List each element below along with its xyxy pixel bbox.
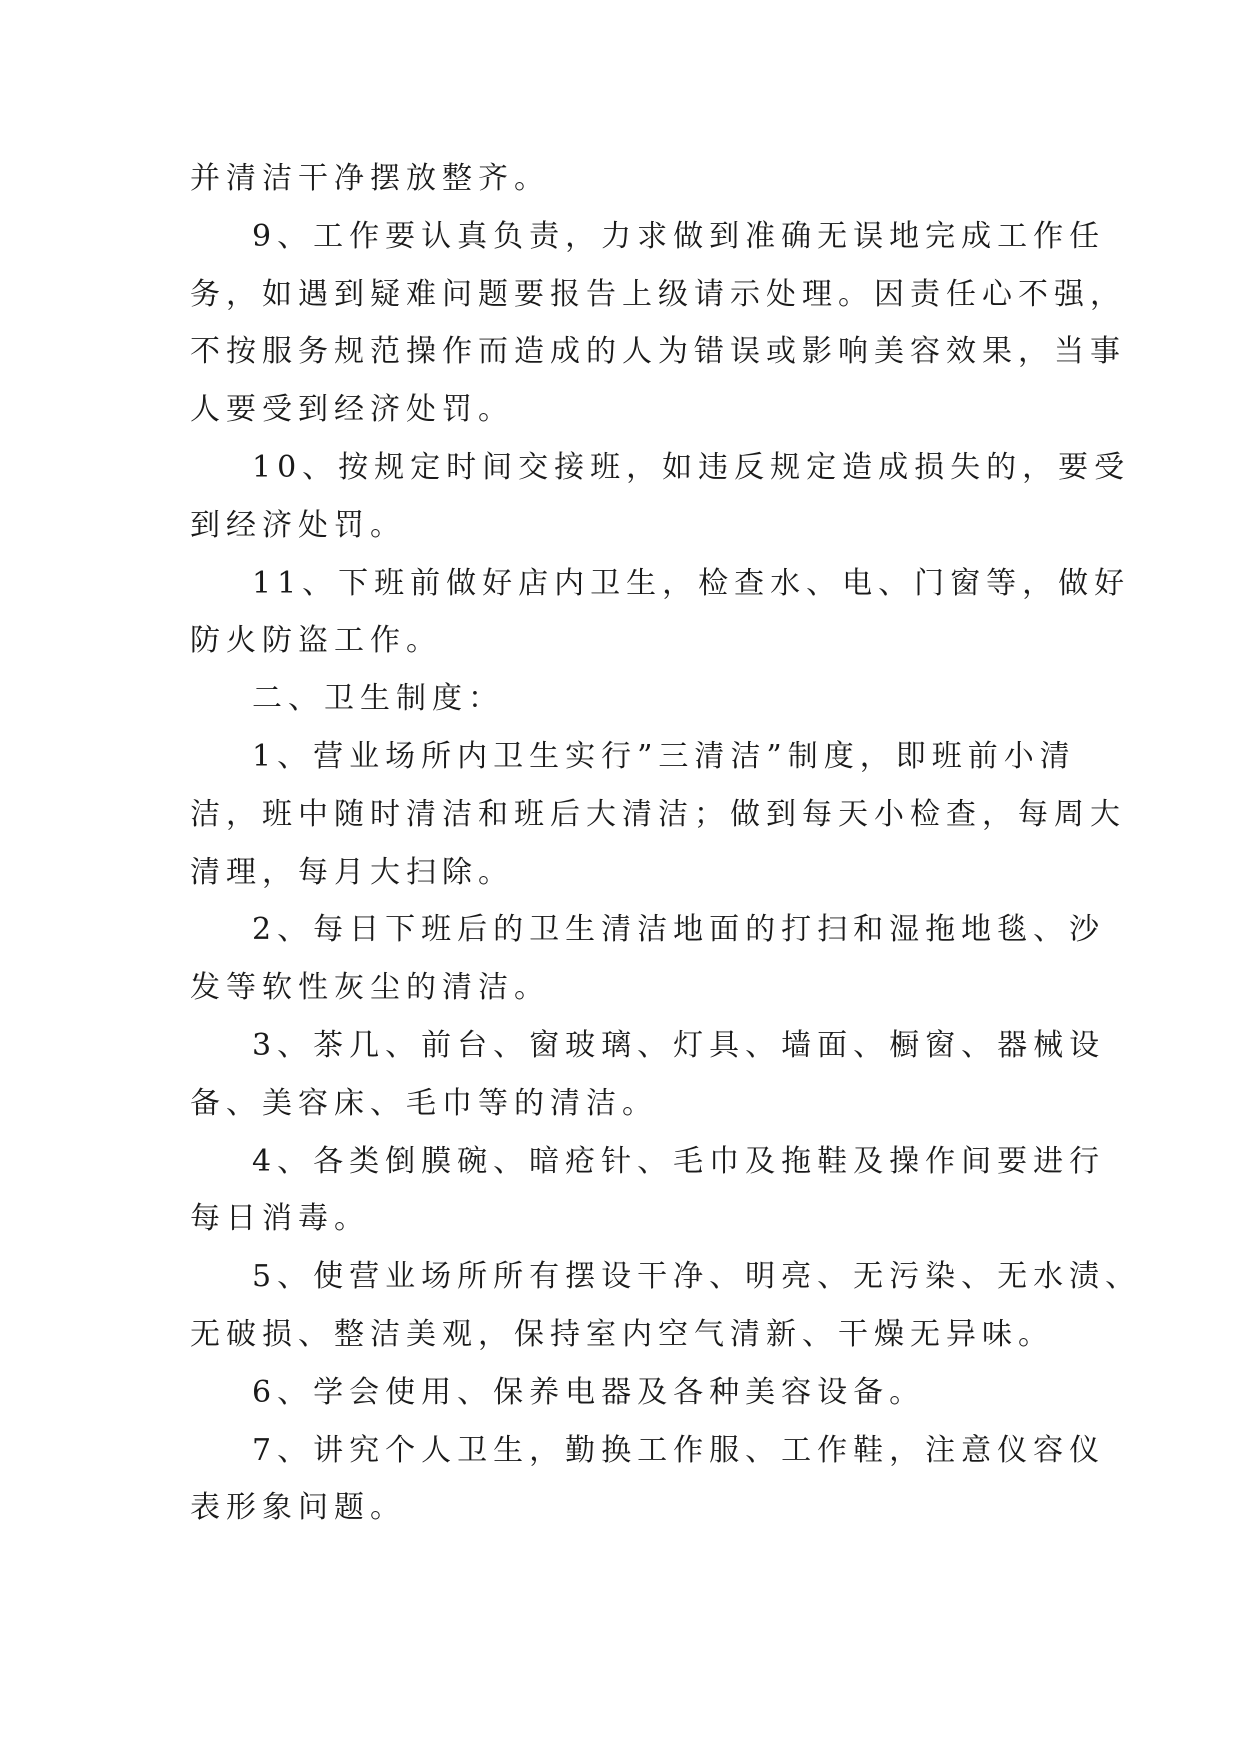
section-heading: 二、卫生制度：	[252, 681, 504, 717]
text-line: 发等软性灰尘的清洁。	[190, 970, 550, 1006]
text-line: 9、工作要认真负责，力求做到准确无误地完成工作任	[252, 218, 1106, 254]
text-line: 2、每日下班后的卫生清洁地面的打扫和湿拖地毯、沙	[252, 912, 1106, 948]
text-line: 3、茶几、前台、窗玻璃、灯具、墙面、橱窗、器械设	[252, 1027, 1106, 1063]
text-line: 1、营业场所内卫生实行”三清洁”制度，即班前小清	[252, 738, 1076, 774]
text-line: 到经济处罚。	[190, 507, 406, 543]
text-line: 5、使营业场所所有摆设干净、明亮、无污染、无水渍、	[252, 1259, 1142, 1295]
text-line: 备、美容床、毛巾等的清洁。	[190, 1085, 658, 1121]
text-line: 防火防盗工作。	[190, 623, 442, 659]
document-body	[190, 150, 1142, 1537]
text-line: 7、讲究个人卫生，勤换工作服、工作鞋，注意仪容仪	[252, 1432, 1106, 1468]
text-line: 每日消毒。	[190, 1201, 370, 1237]
text-line: 清理，每月大扫除。	[190, 854, 514, 890]
text-line: 4、各类倒膜碗、暗疮针、毛巾及拖鞋及操作间要进行	[252, 1143, 1106, 1179]
text-line: 11、下班前做好店内卫生，检查水、电、门窗等，做好	[252, 565, 1131, 601]
text-line: 10、按规定时间交接班，如违反规定造成损失的，要受	[252, 449, 1131, 485]
text-line: 不按服务规范操作而造成的人为错误或影响美容效果，当事	[190, 334, 1126, 370]
text-line: 人要受到经济处罚。	[190, 392, 514, 428]
text-line: 无破损、整洁美观，保持室内空气清新、干燥无异味。	[190, 1316, 1054, 1352]
text-line: 表形象问题。	[190, 1490, 406, 1526]
text-line: 洁，班中随时清洁和班后大清洁；做到每天小检查，每周大	[190, 796, 1126, 832]
text-line: 6、学会使用、保养电器及各种美容设备。	[252, 1374, 926, 1410]
text-line: 并清洁干净摆放整齐。	[190, 161, 550, 196]
text-line: 务，如遇到疑难问题要报告上级请示处理。因责任心不强，	[190, 276, 1126, 312]
